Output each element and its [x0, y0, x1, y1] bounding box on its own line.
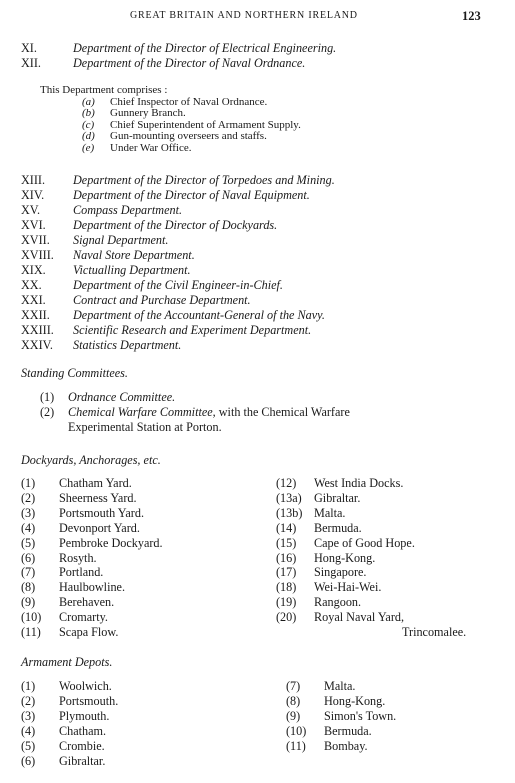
depot-number: (11)	[286, 738, 306, 753]
department-item	[21, 293, 501, 308]
dockyard-item	[21, 580, 271, 595]
dockyard-number: (13b)	[276, 505, 303, 520]
dockyard-name: Portland.	[59, 565, 104, 580]
depot-name: Malta.	[324, 679, 356, 693]
depot-number: (7)	[286, 679, 301, 693]
dockyard-name: West India Docks.	[314, 476, 404, 490]
dockyard-item	[276, 521, 501, 536]
comprises-letter: (a)	[82, 95, 95, 108]
dockyard-item	[21, 476, 271, 491]
section-heading-dockyards: Dockyards, Anchorages, etc.	[21, 453, 161, 467]
department-number: XVII.	[21, 233, 50, 247]
comprises-text: Chief Superintendent of Armament Supply.	[110, 118, 301, 131]
dockyard-item	[276, 506, 501, 521]
depot-number: (5)	[21, 738, 36, 753]
depot-name: Simon's Town.	[324, 708, 397, 723]
dockyards-right-column	[276, 476, 501, 640]
depot-number: (6)	[21, 753, 36, 768]
depot-number: (10)	[286, 723, 307, 738]
section-heading-standing-committees: Standing Committees.	[21, 366, 128, 380]
depot-name: Woolwich.	[59, 679, 112, 693]
comprises-letter: (e)	[82, 141, 95, 154]
page-header	[0, 10, 515, 26]
department-item	[21, 338, 501, 353]
dockyard-name: Hong-Kong.	[314, 550, 376, 565]
department-item	[21, 56, 501, 71]
depot-name: Chatham.	[59, 723, 107, 738]
depot-name: Plymouth.	[59, 708, 110, 723]
dockyard-item	[276, 536, 501, 551]
dockyard-name: Haulbowline.	[59, 580, 126, 595]
depots-right-column	[286, 679, 511, 754]
depot-name: Crombie.	[59, 738, 105, 753]
department-name: Scientific Research and Experiment Department.	[73, 323, 312, 337]
dockyard-name: Singapore.	[314, 565, 367, 580]
department-number: XI.	[21, 41, 37, 55]
depot-item	[21, 694, 271, 709]
department-name: Department of the Director of Naval Ordnance.	[73, 56, 306, 70]
department-name: Department of the Director of Dockyards.	[73, 218, 278, 232]
depot-number: (8)	[286, 693, 301, 708]
depot-item	[286, 709, 511, 724]
comprises-item	[40, 131, 440, 143]
dockyard-item	[276, 551, 501, 566]
dockyard-item	[21, 491, 271, 506]
dockyard-name: Devonport Yard.	[59, 520, 140, 535]
depot-name: Bermuda.	[324, 723, 372, 738]
dockyard-number: (15)	[276, 535, 297, 550]
depot-item	[286, 739, 511, 754]
dockyard-number: (9)	[21, 595, 36, 610]
depot-number: (1)	[21, 679, 36, 693]
dockyard-number: (19)	[276, 595, 297, 610]
dockyard-name: Malta.	[314, 505, 346, 520]
department-number: XXII.	[21, 308, 50, 322]
comprises-item	[40, 143, 440, 155]
dockyards-list	[21, 476, 501, 646]
department-number: XXIII.	[21, 323, 54, 337]
department-name: Contract and Purchase Department.	[73, 293, 251, 307]
department-item	[21, 41, 501, 56]
dockyard-number: (11)	[21, 625, 41, 640]
committee-continuation: Experimental Station at Porton.	[68, 420, 222, 434]
department-item	[21, 248, 501, 263]
dockyard-item	[21, 506, 271, 521]
dockyard-item	[21, 551, 271, 566]
depot-number: (4)	[21, 723, 36, 738]
dockyard-number: (13a)	[276, 490, 302, 505]
department-item	[21, 218, 501, 233]
dockyard-name: Cape of Good Hope.	[314, 535, 415, 550]
department-number: XII.	[21, 56, 41, 70]
dockyard-name: Portsmouth Yard.	[59, 505, 144, 520]
department-name: Department of the Director of Naval Equipment.	[73, 188, 310, 202]
department-number: XXIV.	[21, 338, 53, 352]
department-item	[21, 173, 501, 188]
dockyard-item	[21, 521, 271, 536]
depot-number: (9)	[286, 708, 301, 723]
comprises-item	[40, 97, 440, 109]
dockyard-name: Gibraltar.	[314, 490, 361, 505]
dockyard-name: Wei-Hai-Wei.	[314, 580, 382, 595]
department-list-top	[21, 41, 501, 71]
dockyard-number: (5)	[21, 535, 36, 550]
dockyards-left-column	[21, 476, 271, 640]
dockyard-number: (6)	[21, 550, 36, 565]
dockyard-name: Scapa Flow.	[59, 625, 119, 640]
depot-item	[21, 679, 271, 694]
depot-item	[21, 709, 271, 724]
dockyard-number: (7)	[21, 565, 36, 580]
department-item	[21, 323, 501, 338]
committee-number: (2)	[40, 405, 55, 419]
dockyard-name: Rangoon.	[314, 595, 362, 610]
depot-name: Portsmouth.	[59, 693, 119, 708]
armament-depots-list	[21, 679, 501, 774]
department-name: Department of the Accountant-General of the Navy.	[73, 308, 325, 322]
committee-list	[40, 390, 500, 435]
dockyard-item	[276, 565, 501, 580]
dockyard-item	[276, 491, 501, 506]
department-number: XIV.	[21, 188, 45, 202]
department-name: Statistics Department.	[73, 338, 182, 352]
dockyard-item	[21, 536, 271, 551]
dockyard-number: (2)	[21, 490, 36, 505]
dockyard-item	[276, 476, 501, 491]
department-item	[21, 308, 501, 323]
department-number: XV.	[21, 203, 41, 217]
page-number: 123	[462, 9, 481, 23]
department-name: Department of the Director of Electrical Engineering.	[73, 41, 337, 55]
dockyard-item	[21, 610, 271, 625]
dockyard-name: Chatham Yard.	[59, 476, 132, 490]
department-name: Department of the Director of Torpedoes and Mining.	[73, 173, 335, 187]
comprises-text: Gunnery Branch.	[110, 107, 186, 120]
department-item	[21, 233, 501, 248]
comprises-text: Chief Inspector of Naval Ordnance.	[110, 95, 268, 108]
department-list-bottom	[21, 173, 501, 353]
dockyard-number: (17)	[276, 565, 297, 580]
department-name: Signal Department.	[73, 233, 169, 247]
dockyard-number: (4)	[21, 520, 36, 535]
running-title: GREAT BRITAIN AND NORTHERN IRELAND	[130, 10, 358, 21]
comprises-letter: (b)	[82, 107, 95, 120]
dockyard-number: (8)	[21, 580, 36, 595]
department-item	[21, 263, 501, 278]
department-number: XIX.	[21, 263, 46, 277]
comprises-text: Gun-mounting overseers and staffs.	[110, 130, 267, 143]
dockyard-number: (16)	[276, 550, 297, 565]
department-name: Compass Department.	[73, 203, 183, 217]
depot-item	[21, 739, 271, 754]
department-name: Victualling Department.	[73, 263, 191, 277]
dockyard-number: (1)	[21, 476, 36, 490]
department-number: XVIII.	[21, 248, 54, 262]
dockyard-name: Bermuda.	[314, 520, 362, 535]
committee-note: with the Chemical Warfare	[215, 405, 350, 419]
department-number: XIII.	[21, 173, 46, 187]
depot-name: Hong-Kong.	[324, 693, 386, 708]
depot-item	[21, 754, 271, 769]
dockyard-item	[276, 610, 501, 625]
depot-item	[286, 679, 511, 694]
dockyard-name: Sheerness Yard.	[59, 490, 137, 505]
department-number: XX.	[21, 278, 42, 292]
depots-left-column	[21, 679, 271, 768]
dockyard-item	[276, 580, 501, 595]
dockyard-item	[276, 595, 501, 610]
committee-name: Chemical Warfare Committee,	[68, 405, 216, 419]
dockyard-number: (3)	[21, 505, 36, 520]
dockyard-number: (10)	[21, 610, 42, 625]
department-number: XXI.	[21, 293, 46, 307]
department-comprises-block	[40, 85, 440, 155]
committee-name: Ordnance Committee.	[68, 390, 176, 404]
depot-number: (3)	[21, 708, 36, 723]
depot-item	[21, 724, 271, 739]
dockyard-name: Berehaven.	[59, 595, 115, 610]
depot-name: Gibraltar.	[59, 753, 106, 768]
committee-item	[40, 390, 500, 405]
dockyard-item	[21, 625, 271, 640]
dockyard-name: Cromarty.	[59, 610, 108, 625]
depot-name: Bombay.	[324, 738, 368, 753]
comprises-text: Under War Office.	[110, 141, 192, 154]
dockyard-name: Royal Naval Yard,	[314, 610, 405, 625]
dockyard-number: (18)	[276, 580, 297, 595]
department-name: Naval Store Department.	[73, 248, 195, 262]
dockyard-name: Rosyth.	[59, 550, 97, 565]
committee-number: (1)	[40, 390, 55, 404]
dockyard-item	[21, 595, 271, 610]
depot-number: (2)	[21, 693, 36, 708]
committee-item	[40, 405, 500, 420]
section-heading-armament-depots: Armament Depots.	[21, 655, 113, 669]
department-item	[21, 278, 501, 293]
comprises-letter: (d)	[82, 130, 95, 143]
department-number: XVI.	[21, 218, 46, 232]
department-item	[21, 188, 501, 203]
comprises-letter: (c)	[82, 118, 95, 131]
dockyard-item	[21, 565, 271, 580]
depot-item	[286, 724, 511, 739]
dockyard-continuation: Trincomalee.	[402, 625, 467, 640]
department-item	[21, 203, 501, 218]
dockyard-name: Pembroke Dockyard.	[59, 535, 163, 550]
dockyard-number: (20)	[276, 610, 297, 625]
comprises-intro: This Department comprises :	[40, 84, 168, 96]
depot-item	[286, 694, 511, 709]
dockyard-number: (12)	[276, 476, 297, 490]
department-name: Department of the Civil Engineer-in-Chief.	[73, 278, 283, 292]
dockyard-number: (14)	[276, 520, 297, 535]
